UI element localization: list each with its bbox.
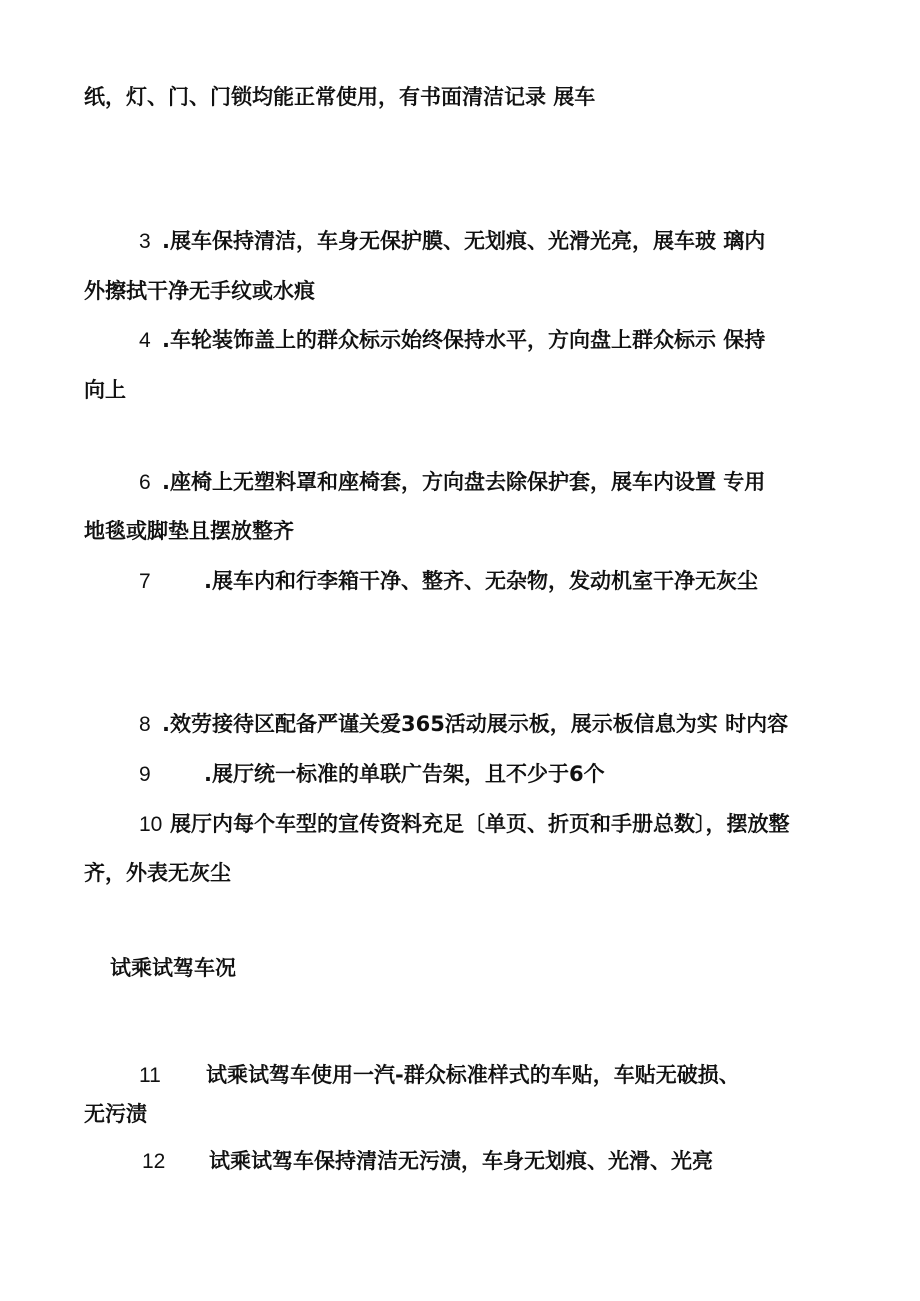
item-text: .车轮装饰盖上的群众标示始终保持水平，方向盘上群众标示 保持 [162,328,766,352]
item-number: 10 [139,813,163,836]
item-number: 3 [139,230,151,253]
item-number: 4 [139,329,151,352]
item-number: 12 [142,1150,166,1173]
item-text: .展车保持清洁，车身无保护膜、无划痕、光滑光亮，展车玻 璃内 [162,229,766,253]
paragraph-line: 纸，灯、门、门锁均能正常使用，有书面清洁记录 展车 [84,85,596,109]
item-number: 7 [139,570,151,593]
item-continuation: 地毯或脚垫且摆放整齐 [84,519,294,543]
item-number: 6 [139,471,151,494]
item-continuation: 向上 [84,378,126,402]
item-number: 11 [139,1064,161,1087]
item-text: .效劳接待区配备严谨关爱365活动展示板，展示板信息为实 时内容 [162,712,789,736]
section-heading: 试乘试驾车况 [110,956,236,980]
item-text: .座椅上无塑料罩和座椅套，方向盘去除保护套，展车内设置 专用 [162,470,766,494]
item-number: 9 [139,763,151,786]
item-text: 试乘试驾车使用一汽-群众标准样式的车贴，车贴无破损、 [206,1063,740,1087]
item-text: 展厅内每个车型的宣传资料充足〔单页、折页和手册总数〕，摆放整 [170,812,790,836]
item-continuation: 齐，外表无灰尘 [84,861,231,885]
item-text: 试乘试驾车保持清洁无污渍，车身无划痕、光滑、光亮 [209,1149,713,1173]
item-number: 8 [139,713,151,736]
item-continuation: 外擦拭干净无手纹或水痕 [84,279,315,303]
item-text: .展车内和行李箱干净、整齐、无杂物，发动机室干净无灰尘 [204,569,758,593]
item-text: .展厅统一标准的单联广告架，且不少于6个 [204,762,605,786]
item-continuation: 无污渍 [84,1102,147,1126]
